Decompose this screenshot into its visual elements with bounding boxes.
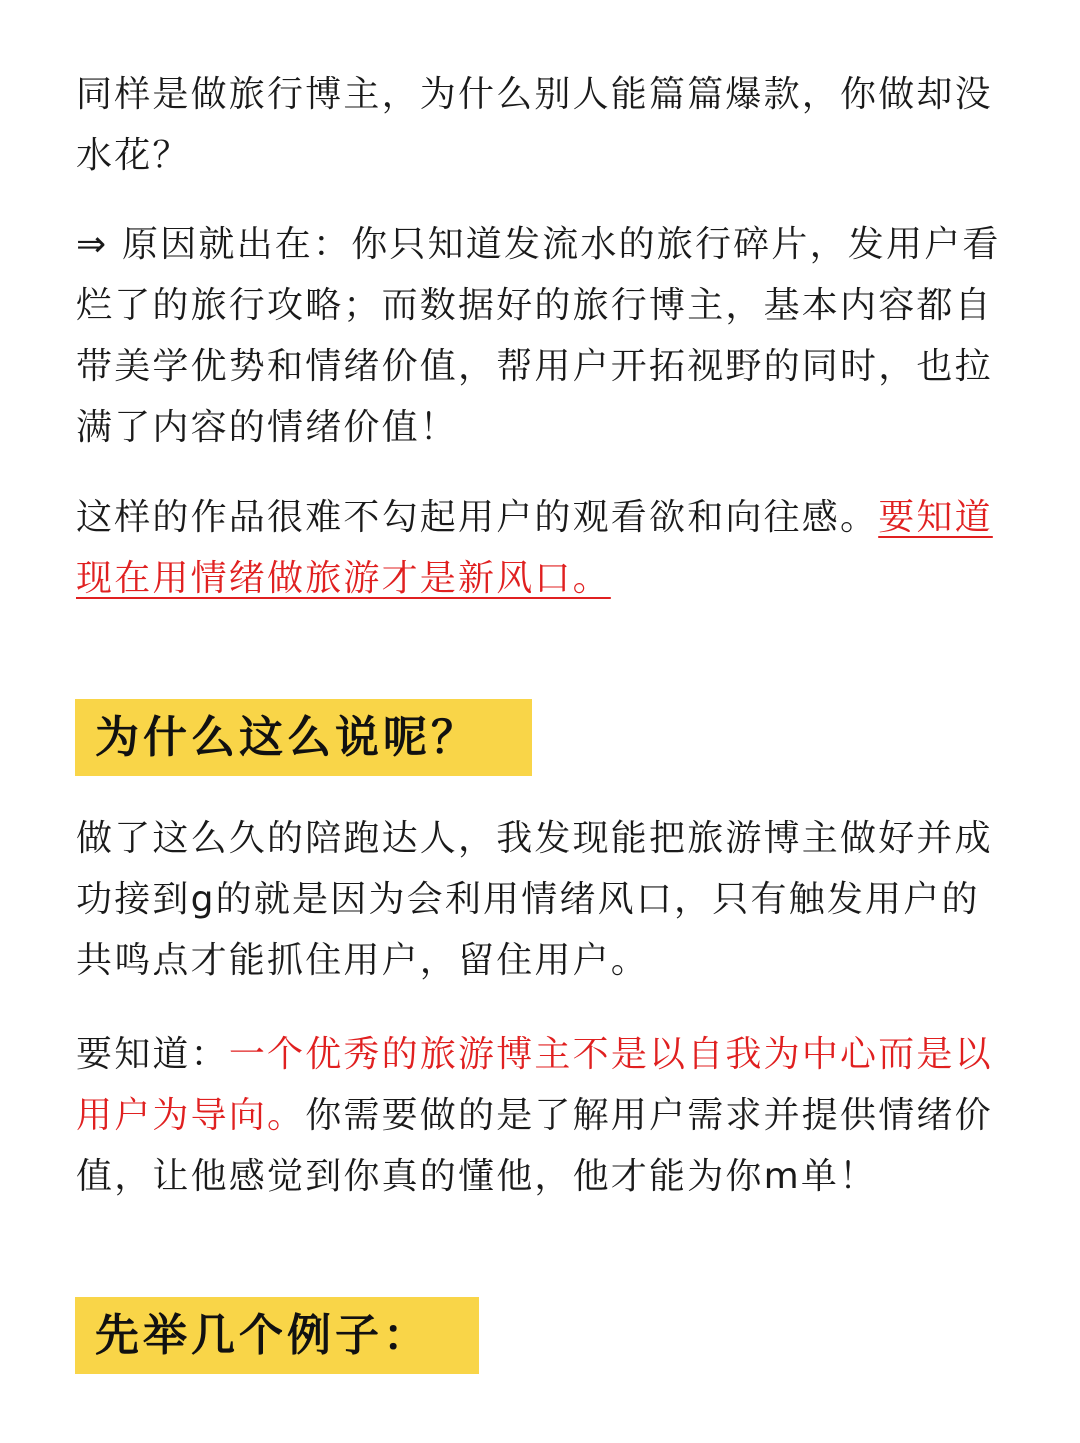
advice-lead: 要知道：: [76, 1034, 229, 1075]
conclusion-paragraph: [76, 487, 1006, 609]
reason-text: ⇒ 原因就出在：你只知道发流水的旅行碎片，发用户看烂了的旅行攻略；而数据好的旅行博主，基本内容都自带美学优势和情绪价值，帮用户开拓视野的同时，也拉满了内容的情绪价值！: [76, 224, 1001, 448]
reason-paragraph: [76, 214, 1006, 458]
section-heading-why: 为什么这么说呢？: [75, 699, 532, 776]
advice-highlight: 一个优秀的旅游博主不是以自我为中心而是以用户为导向。: [76, 1034, 993, 1136]
conclusion-highlight: 要知道现在用情绪做旅游才是新风口。: [76, 497, 993, 599]
conclusion-text: 这样的作品很难不勾起用户的观看欲和向往感。: [76, 497, 879, 538]
section-heading-examples: 先举几个例子：: [75, 1297, 479, 1374]
intro-paragraph: [76, 64, 1006, 186]
advice-paragraph: [76, 1024, 1006, 1207]
experience-text: 做了这么久的陪跑达人，我发现能把旅游博主做好并成功接到g的就是因为会利用情绪风口，只有触发用户的共鸣点才能抓住用户，留住用户。: [76, 818, 993, 981]
intro-text: 同样是做旅行博主，为什么别人能篇篇爆款，你做却没水花？: [76, 74, 993, 176]
experience-paragraph: [76, 808, 1006, 991]
advice-rest: 你需要做的是了解用户需求并提供情绪价值，让他感觉到你真的懂他，他才能为你m单！: [76, 1095, 993, 1197]
